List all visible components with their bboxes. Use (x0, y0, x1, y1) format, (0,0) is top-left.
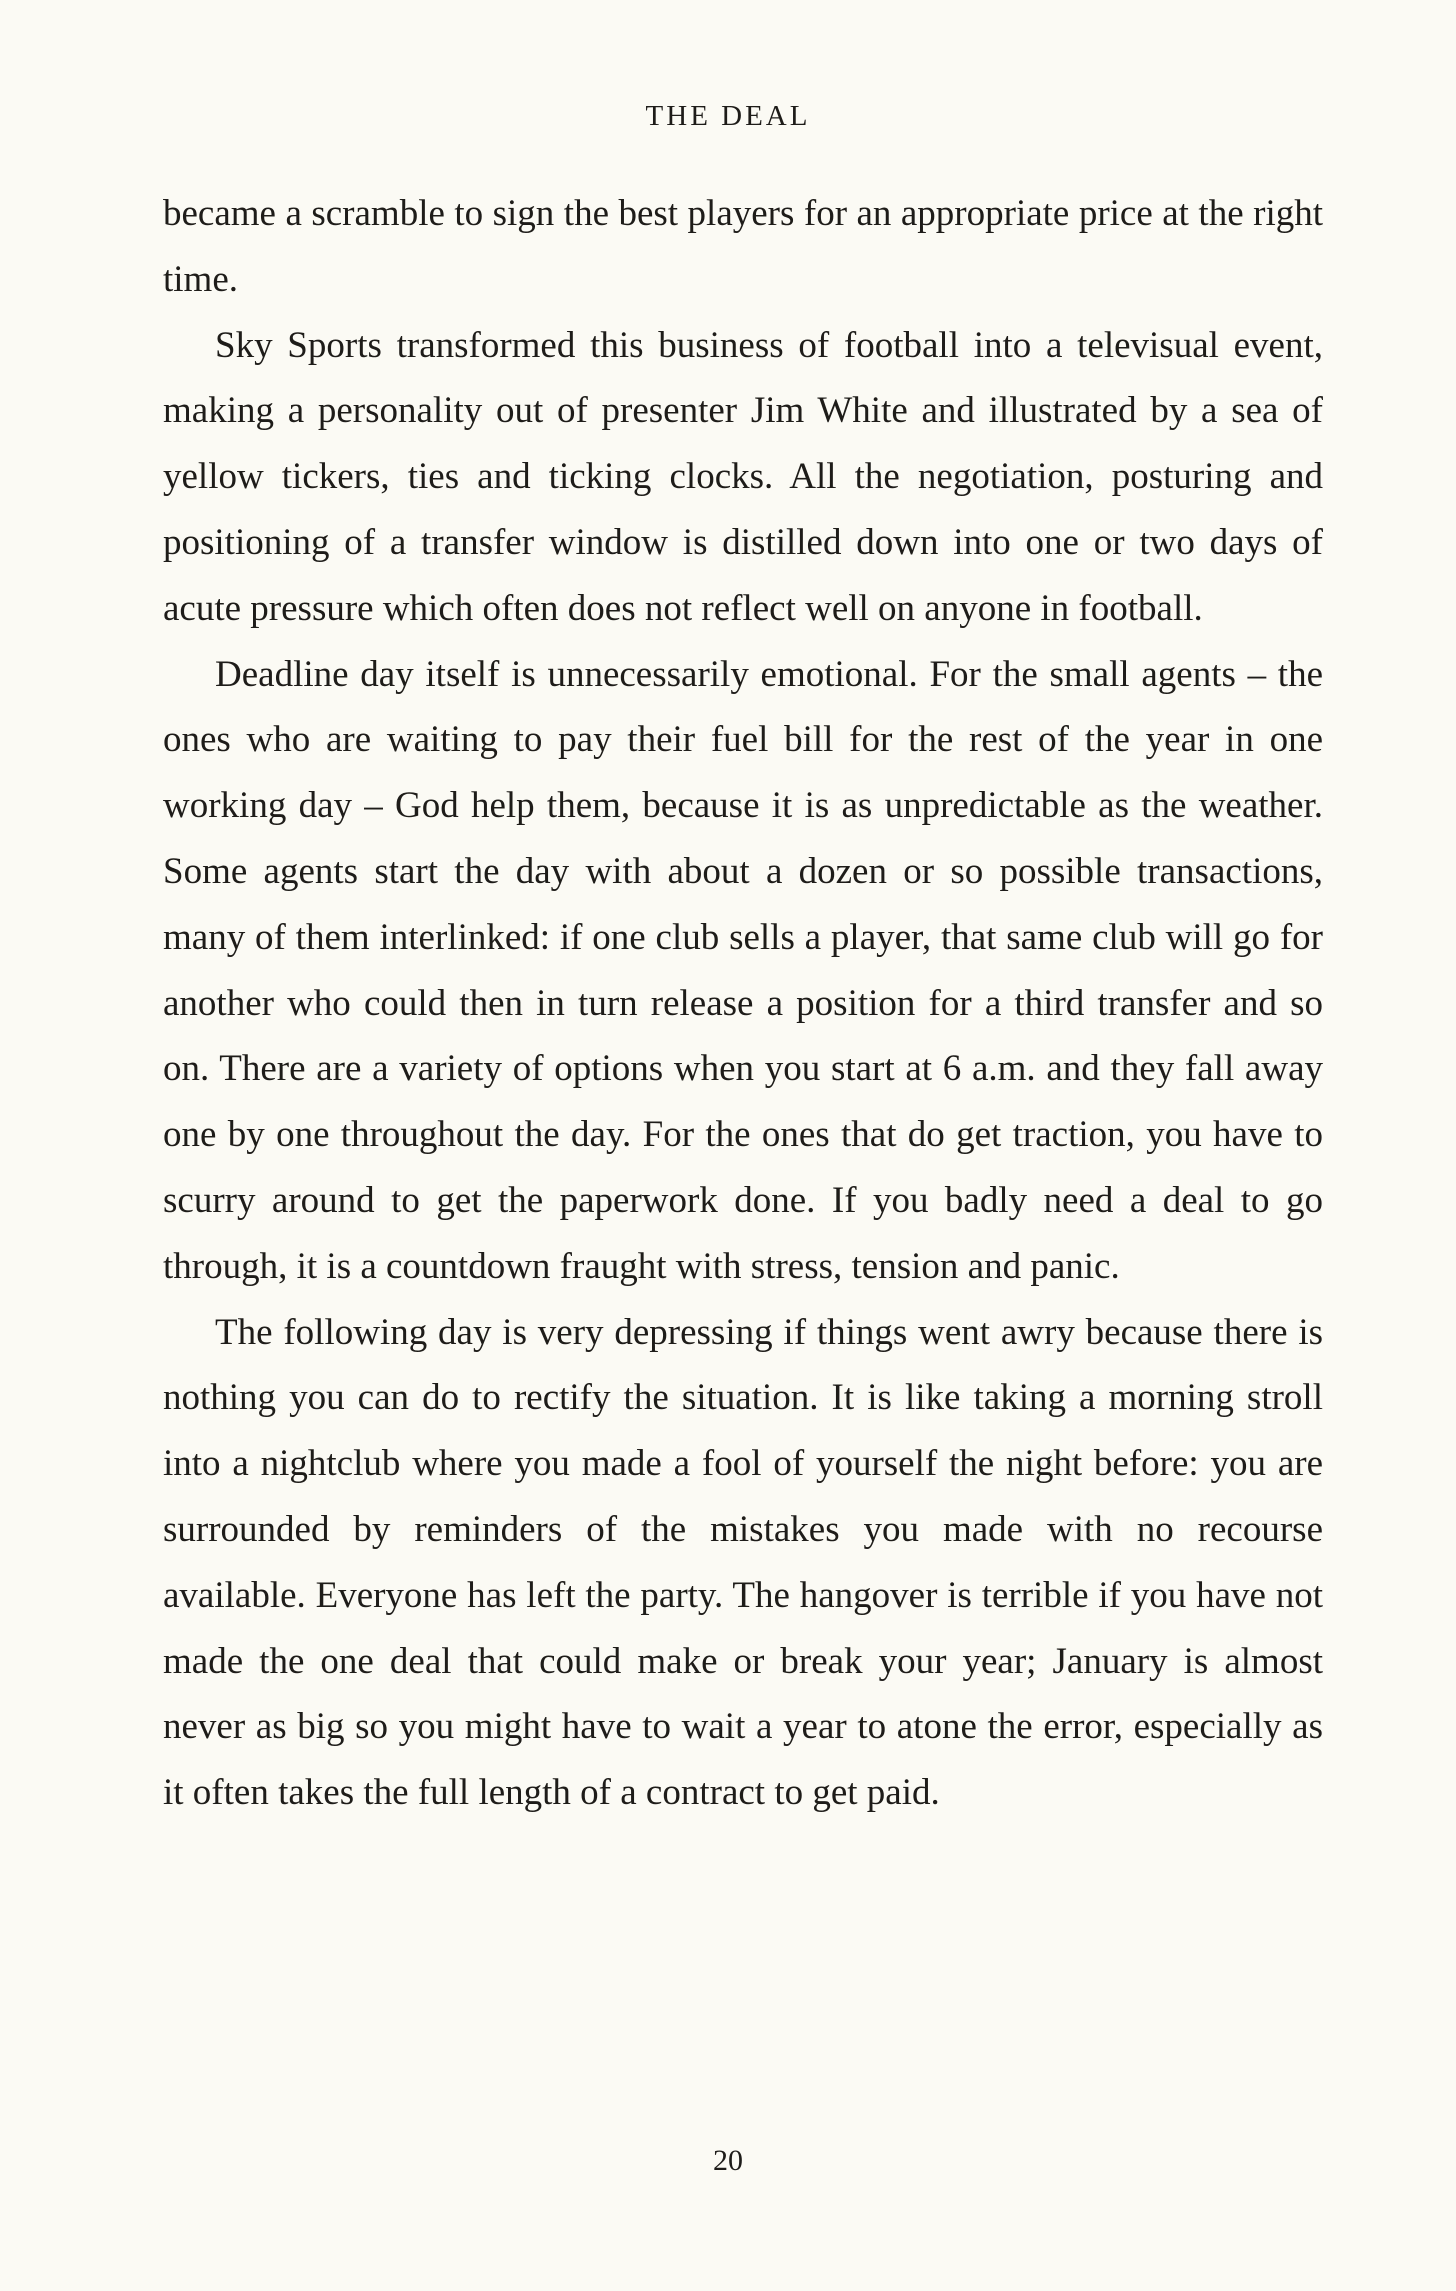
paragraph-following-day: The following day is very depressing if things went awry because there is nothing you can do to rectify the situation. It is like taking a morning stroll into a nightclub where you made a fool of yourself the night before: you are surrounded by reminders of the mistakes you made with no recourse available. Everyone has left the party. The hangover is terrible if you have not made the one deal that could make or break your year; January is almost never as big so you might have to wait a year to atone the error, especially as it often takes the full length of a contract to get paid. (163, 1311, 1323, 1814)
page-number: 20 (713, 2144, 743, 2177)
paragraph-deadline-day: Deadline day itself is unnecessarily emotional. For the small agents – the ones who are waiting to pay their fuel bill for the rest of the year in one working day – God help them, because it is as unpredictable as the weather. Some agents start the day with about a dozen or so possible transactions, many of them interlinked: if one club sells a player, that same club will go for another who could then in turn release a position for a third transfer and so on. There are a variety of options when you start at 6 a.m. and they fall away one by one throughout the day. For the ones that do get traction, you have to scurry around to get the paperwork done. If you badly need a deal to go through, it is a countdown fraught with stress, tension and panic. (163, 653, 1323, 1287)
paragraph-continued: became a scramble to sign the best players for an appropriate price at the right time. (163, 193, 1323, 300)
running-head: THE DEAL (645, 100, 811, 132)
body-text (163, 181, 1323, 1826)
paragraph-sky-sports: Sky Sports transformed this business of football into a televisual event, making a personality out of presenter Jim White and illustrated by a sea of yellow tickers, ties and ticking clocks. All the negotiation, posturing and positioning of a transfer window is distilled down into one or two days of acute pressure which often does not reflect well on anyone in football. (163, 324, 1323, 629)
